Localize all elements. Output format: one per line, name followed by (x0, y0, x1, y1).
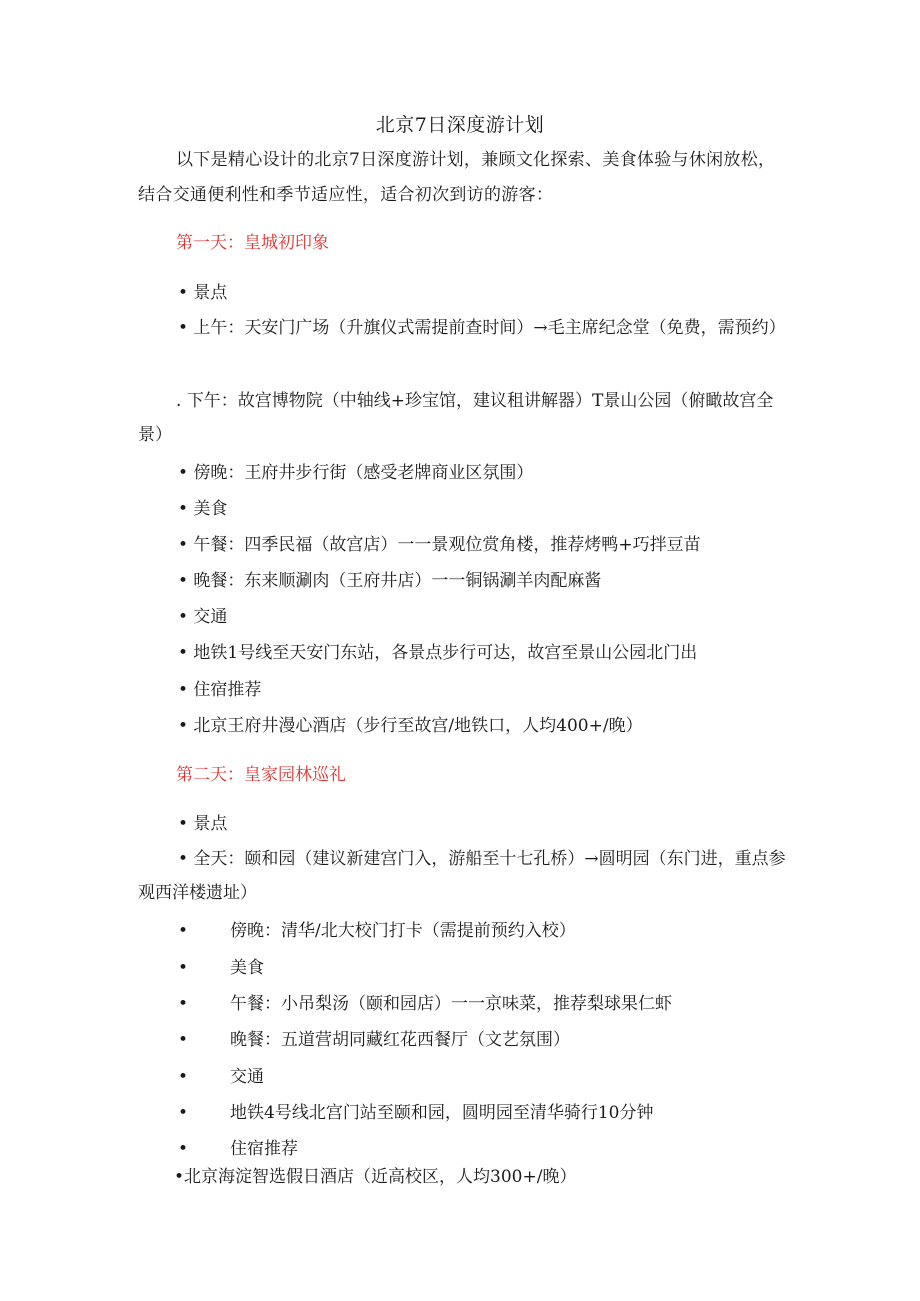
day2-dinner: 晚餐：五道营胡同藏红花西餐厅（文艺氛围） (230, 1030, 570, 1050)
day1-lunch: • 午餐：四季民福（故宫店）一一景观位赏角楼，推荐烤鸭+巧拌豆苗 (178, 535, 701, 555)
day1-heading: 第一天：皇城初印象 (176, 233, 329, 253)
day2-heading: 第二天：皇家园林巡礼 (176, 765, 346, 785)
day2-stay-label: 住宿推荐 (230, 1139, 298, 1159)
day2-bullet: • (178, 1139, 189, 1159)
day2-evening: 傍晚：清华/北大校门打卡（需提前预约入校） (230, 921, 576, 941)
day1-morning: • 上午：天安门广场（升旗仪式需提前查时间）→毛主席纪念堂（免费，需预约） (178, 318, 786, 338)
intro-paragraph: 以下是精心设计的北京7日深度游计划，兼顾文化探索、美食体验与休闲放松，结合交通便利性和季节适应性，适合初次到访的游客： (138, 150, 776, 205)
day2-bullet: • (178, 1103, 189, 1123)
day1-afternoon: . 下午：故宫博物院（中轴线+珍宝馆，建议租讲解器）T景山公园（俯瞰故宫全景） (138, 391, 774, 445)
day2-food-label: 美食 (230, 958, 264, 978)
day2-transport: 地铁4号线北宫门站至颐和园，圆明园至清华骑行10分钟 (230, 1103, 654, 1123)
day2-bullet: • (178, 1067, 189, 1087)
document-title: 北京7日深度游计划 (375, 114, 545, 136)
day1-sights-label: • 景点 (178, 283, 228, 303)
day2-bullet: • (178, 1030, 189, 1050)
day1-dinner: • 晚餐：东来顺涮肉（王府井店）一一铜锅涮羊肉配麻酱 (178, 571, 602, 591)
day1-stay-label: • 住宿推荐 (178, 680, 262, 700)
day2-fullday: • 全天：颐和园（建议新建宫门入，游船至十七孔桥）→圆明园（东门进，重点参观西洋楼遗址） (138, 849, 786, 903)
day2-bullet: • (178, 994, 189, 1014)
day2-transport-label: 交通 (230, 1067, 264, 1087)
day2-bullet: • (178, 921, 189, 941)
day2-sights-label: • 景点 (178, 814, 228, 834)
day1-evening: • 傍晚：王府井步行街（感受老牌商业区氛围） (178, 463, 534, 483)
day1-food-label: • 美食 (178, 499, 228, 519)
day2-stay: •北京海淀智选假日酒店（近高校区，人均300+/晚） (174, 1167, 577, 1187)
day1-transport-label: • 交通 (178, 607, 228, 627)
day1-transport: • 地铁1号线至天安门东站，各景点步行可达，故宫至景山公园北门出 (178, 643, 698, 663)
day1-stay: • 北京王府井漫心酒店（步行至故宫/地铁口，人均400+/晚） (178, 716, 643, 736)
day2-bullet: • (178, 958, 189, 978)
day2-lunch: 午餐：小吊梨汤（颐和园店）一一京味菜，推荐梨球果仁虾 (230, 994, 672, 1014)
